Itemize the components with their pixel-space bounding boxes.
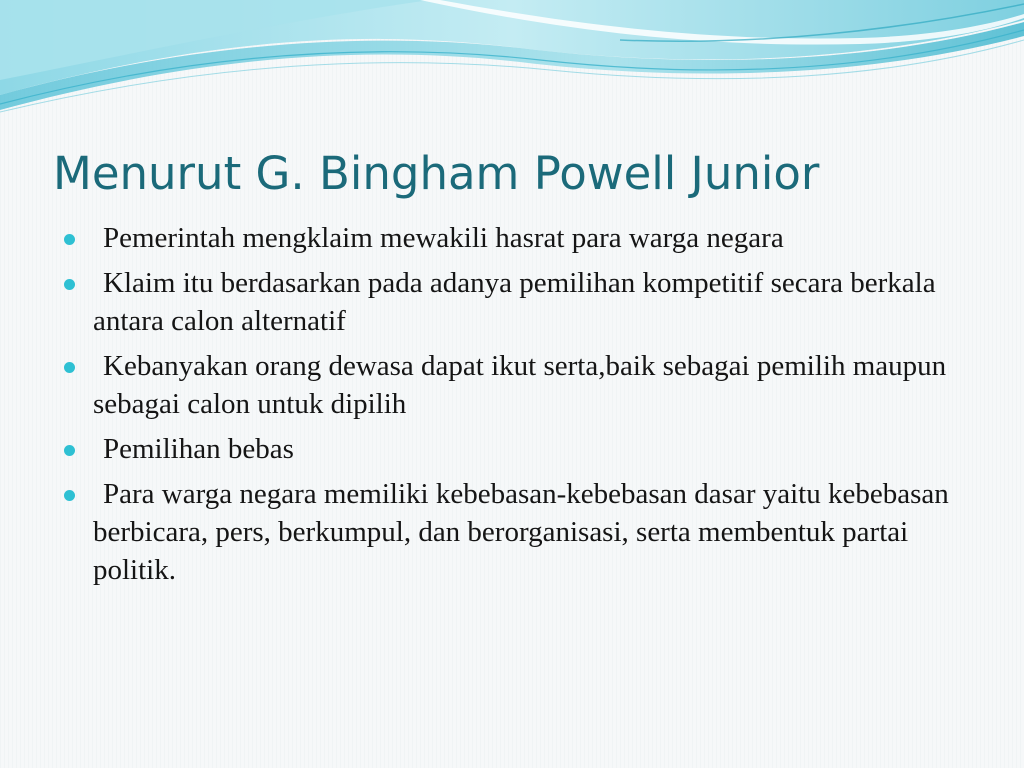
bullet-list: [61, 219, 981, 596]
bullet-icon: [64, 362, 75, 373]
slide-title: Menurut G. Bingham Powell Junior: [53, 147, 820, 200]
bullet-text: Kebanyakan orang dewasa dapat ikut serta,baik sebagai pemilih maupun sebagai calon untuk dipilih: [93, 350, 947, 420]
bullet-text: Klaim itu berdasarkan pada adanya pemilihan kompetitif secara berkala antara calon alternatif: [93, 267, 936, 337]
bullet-icon: [64, 234, 75, 245]
bullet-icon: [64, 490, 75, 501]
bullet-icon: [64, 279, 75, 290]
list-item: [61, 430, 981, 468]
list-item: [61, 347, 981, 423]
bullet-icon: [64, 445, 75, 456]
header-wave-decoration: [0, 0, 1024, 120]
bullet-text: Pemilihan bebas: [103, 433, 294, 465]
list-item: [61, 264, 981, 340]
list-item: [61, 475, 981, 589]
list-item: [61, 219, 981, 257]
bullet-text: Para warga negara memiliki kebebasan-kebebasan dasar yaitu kebebasan berbicara, pers, berkumpul, dan berorganisasi, serta membentuk partai politik.: [93, 478, 949, 586]
bullet-text: Pemerintah mengklaim mewakili hasrat para warga negara: [103, 222, 784, 254]
